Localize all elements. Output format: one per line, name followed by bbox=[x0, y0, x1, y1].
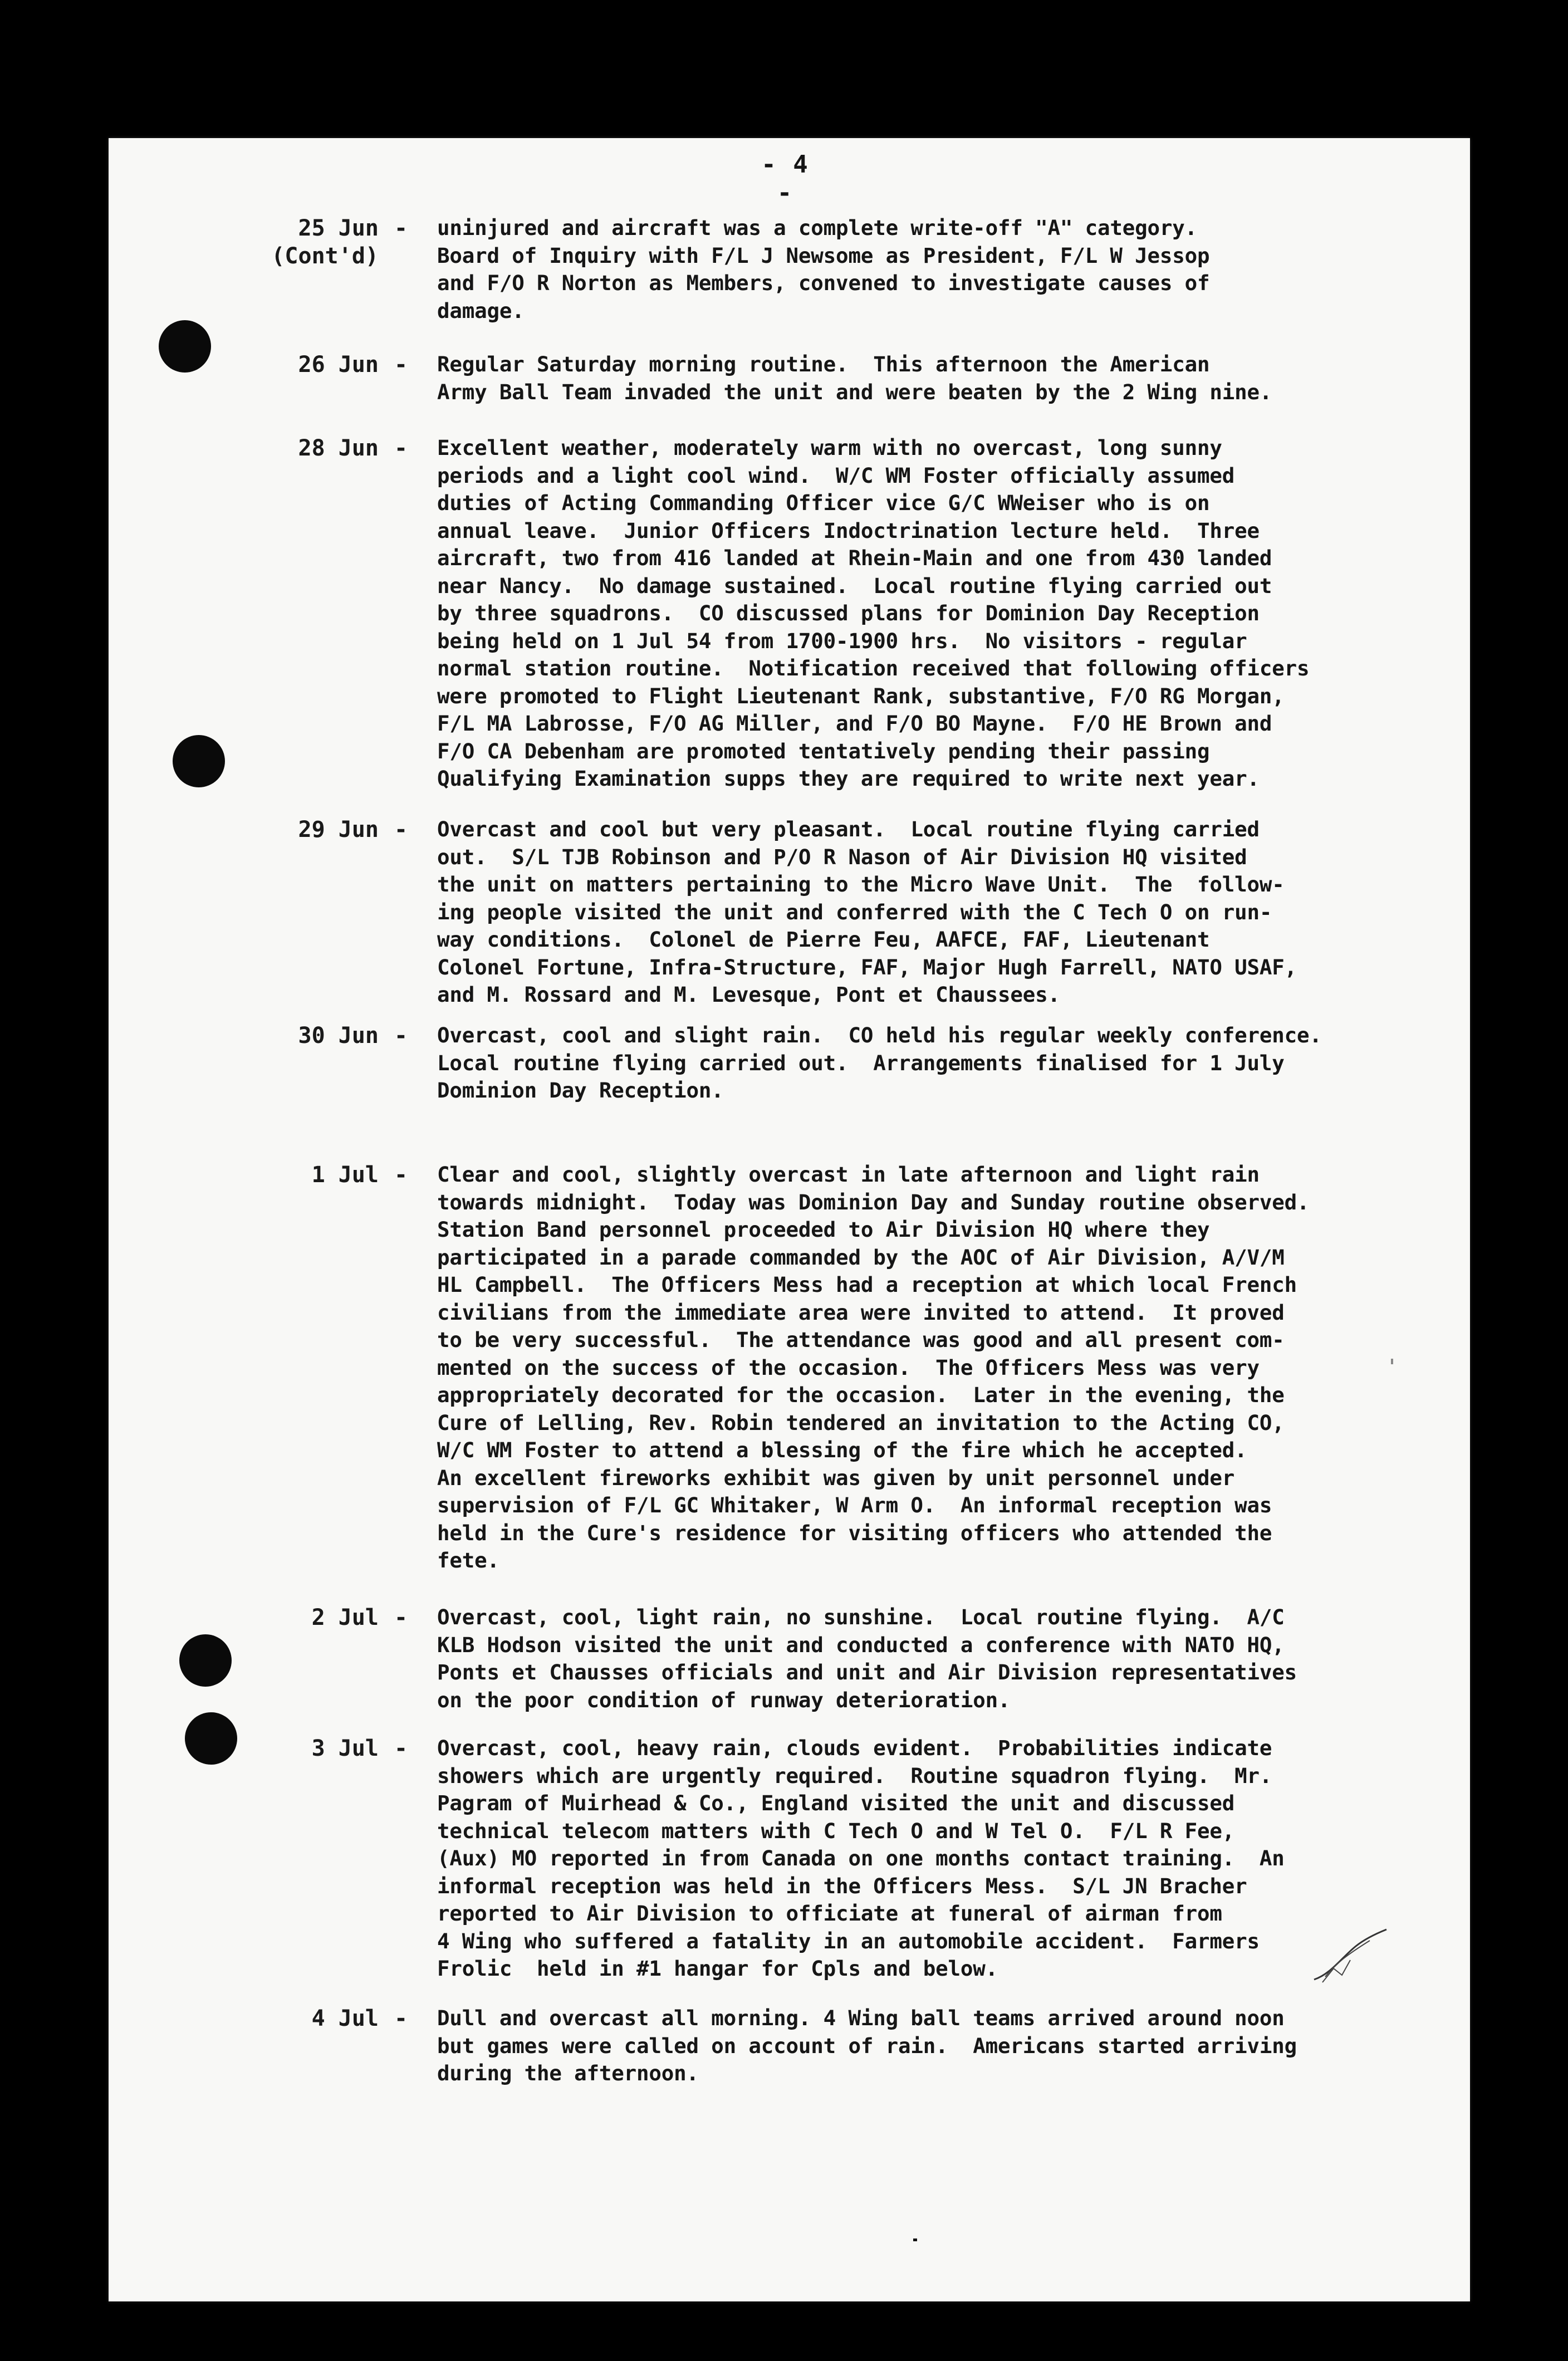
punch-hole bbox=[159, 320, 211, 373]
entry-date: 30 Jun bbox=[298, 1023, 379, 1049]
entry-dash: - bbox=[394, 1162, 408, 1188]
entry-dash: - bbox=[394, 817, 408, 842]
entry-date: 2 Jul bbox=[311, 1605, 379, 1630]
entry-date: 25 Jun (Cont'd) bbox=[271, 215, 379, 269]
entry-text: Overcast, cool, light rain, no sunshine. Local routine flying. A/C KLB Hodson visited the unit and conducted a conference with NATO HQ, Ponts et Chausses officials and unit and Air Division representatives on the poor condition of runway deterioration. bbox=[437, 1605, 1297, 1712]
entry-date: 3 Jul bbox=[311, 1736, 379, 1761]
entry-dash: - bbox=[394, 1605, 408, 1630]
page-number: - 4 - bbox=[761, 150, 809, 207]
entry-text: Overcast and cool but very pleasant. Local routine flying carried out. S/L TJB Robinson and P/O R Nason of Air Division HQ visited the unit on matters pertaining to the Micro Wave Unit. The follow- ing people visited the unit and conferred with the C Tech O on run- way conditions. Colonel de Pierre Feu, AAFCE, FAF, Lieutenant Colonel Fortune, Infra-Structure, FAF, Major Hugh Farrell, NATO USAF, and M. Rossard and M. Levesque, Pont et Chaussees. bbox=[437, 817, 1297, 1007]
entry-dash: - bbox=[394, 1736, 408, 1761]
entry-text: Overcast, cool and slight rain. CO held his regular weekly conference. Local routine flying carried out. Arrangements finalised for 1 July Dominion Day Reception. bbox=[437, 1023, 1322, 1103]
entry-text: Clear and cool, slightly overcast in late afternoon and light rain towards midnight. Today was Dominion Day and Sunday routine observed. Station Band personnel proceeded to Air Division HQ where they participated in a parade commanded by the AOC of Air Division, A/V/M HL Campbell. The Officers Mess had a reception at which local French civilians from the immediate area were invited to attend. It proved to be very successful. The attendance was good and all present com- mented on the success of the occasion. The Officers Mess was very appropriately decorated for the occasion. Later in the evening, the Cure of Lelling, Rev. Robin tendered an invitation to the Acting CO, W/C WM Foster to attend a blessing of the fire which he accepted. An excellent fireworks exhibit was given by unit personnel under supervision of F/L GC Whitaker, W Arm O. An informal reception was held in the Cure's residence for visiting officers who attended the fete. bbox=[437, 1162, 1310, 1573]
punch-hole bbox=[179, 1634, 232, 1687]
entry-dash: - bbox=[394, 435, 408, 461]
entry-text: Dull and overcast all morning. 4 Wing ball teams arrived around noon but games were called on account of rain. Americans started arriving during the afternoon. bbox=[437, 2006, 1297, 2085]
entry-dash: - bbox=[394, 352, 408, 378]
entry-text: Regular Saturday morning routine. This afternoon the American Army Ball Team invaded the unit and were beaten by the 2 Wing nine. bbox=[437, 352, 1272, 404]
entry-date: 29 Jun bbox=[298, 817, 379, 842]
entry-text: uninjured and aircraft was a complete write-off "A" category. Board of Inquiry with F/L J Newsome as President, F/L W Jessop and F/O R Norton as Members, convened to investigate causes of damage. bbox=[437, 215, 1210, 323]
entry-dash: - bbox=[394, 215, 408, 241]
entry-text: Excellent weather, moderately warm with no overcast, long sunny periods and a light cool wind. W/C WM Foster officially assumed duties of Acting Commanding Officer vice G/C WWeiser who is on annual leave. Junior Officers Indoctrination lecture held. Three aircraft, two from 416 landed at Rhein-Main and one from 430 landed near Nancy. No damage sustained. Local routine flying carried out by three squadrons. CO discussed plans for Dominion Day Reception being held on 1 Jul 54 from 1700-1900 hrs. No visitors - regular normal station routine. Notification received that following officers were promoted to Flight Lieutenant Rank, substantive, F/O RG Morgan, F/L MA Labrosse, F/O AG Miller, and F/O BO Mayne. F/O HE Brown and F/O CA Debenham are promoted tentatively pending their passing Qualifying Examination supps they are required to write next year. bbox=[437, 435, 1310, 791]
entry-date: 26 Jun bbox=[298, 352, 379, 378]
entry-date: 4 Jul bbox=[311, 2006, 379, 2031]
entry-date: 28 Jun bbox=[298, 435, 379, 461]
ink-speck bbox=[913, 2238, 917, 2241]
pencil-scribble-mark bbox=[1303, 1924, 1392, 1991]
entry-dash: - bbox=[394, 1023, 408, 1049]
punch-hole bbox=[173, 735, 225, 787]
ink-speck bbox=[1391, 1359, 1393, 1364]
entry-dash: - bbox=[394, 2006, 408, 2031]
entry-text: Overcast, cool, heavy rain, clouds evident. Probabilities indicate showers which are urgently required. Routine squadron flying. Mr. Pagram of Muirhead & Co., England visited the unit and discussed technical telecom matters with C Tech O and W Tel O. F/L R Fee, (Aux) MO reported in from Canada on one months contact training. An informal reception was held in the Officers Mess. S/L JN Bracher reported to Air Division to officiate at funeral of airman from 4 Wing who suffered a fatality in an automobile accident. Farmers Frolic held in #1 hangar for Cpls and below. bbox=[437, 1736, 1285, 1981]
entry-date: 1 Jul bbox=[311, 1162, 379, 1188]
